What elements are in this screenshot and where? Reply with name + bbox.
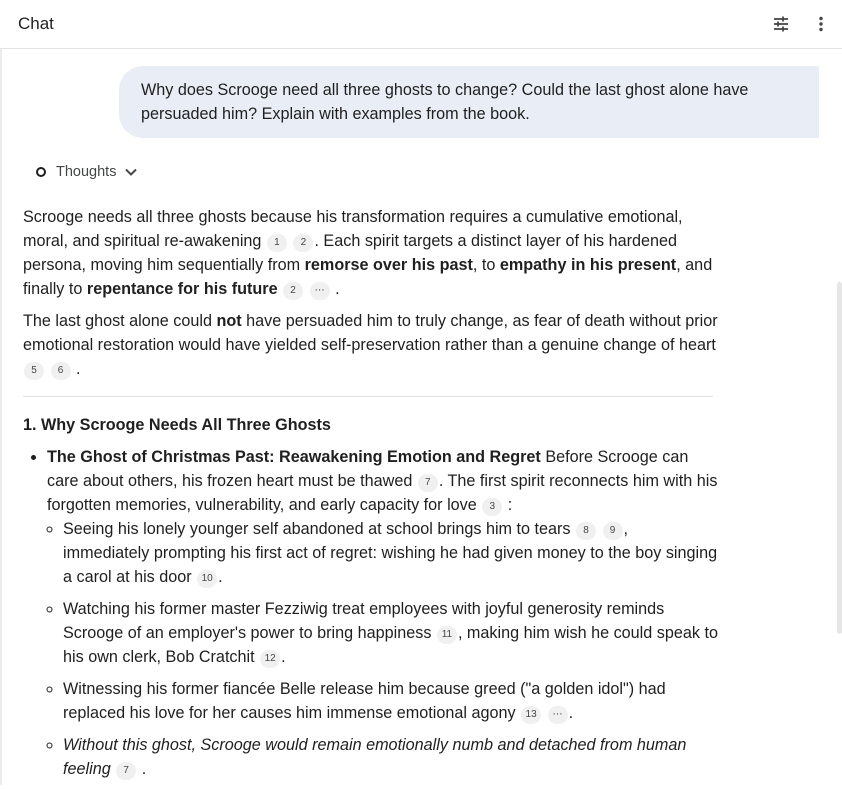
text: , making him wish he could speak to his own clerk, Bob Cratchit: [63, 624, 718, 666]
user-message: Why does Scrooge need all three ghosts to change? Could the last ghost alone have persuaded him? Explain with examples from the book.: [119, 66, 819, 138]
text: . Each spirit targets a distinct layer of his hardened persona, moving him sequentially from: [23, 232, 678, 274]
text: Witnessing his former fiancée Belle release him because greed ("a golden idol") had replaced his love for her causes him immense emotional agony: [63, 680, 666, 722]
citation-chip[interactable]: 8: [576, 522, 596, 540]
more-options-icon[interactable]: [812, 15, 830, 33]
citation-chip[interactable]: 7: [116, 762, 136, 780]
answer-paragraph: [23, 205, 718, 301]
answer-paragraph: [23, 309, 718, 381]
citation-more-chip[interactable]: ⋯: [310, 282, 330, 300]
text: , to: [472, 256, 496, 274]
section-heading: 1. Why Scrooge Needs All Three Ghosts: [23, 416, 331, 434]
thoughts-label: Thoughts: [56, 164, 117, 180]
sub-list: [47, 517, 718, 781]
citation-more-chip[interactable]: ⋯: [548, 706, 568, 724]
citation-chip[interactable]: 13: [521, 706, 541, 724]
citation-chip[interactable]: 9: [603, 522, 623, 540]
text: .: [218, 568, 223, 586]
citation-chip[interactable]: 6: [51, 362, 71, 380]
bold-text: repentance for his future: [86, 280, 278, 298]
text: .: [568, 704, 574, 722]
text: Scrooge needs all three ghosts because his transformation requires a cumulative emotional, moral, and spiritual re-awakening: [23, 208, 683, 250]
text: :: [507, 496, 513, 514]
chat-header: [0, 0, 842, 49]
page-title: Chat: [18, 14, 54, 33]
citation-chip[interactable]: 10: [197, 570, 217, 588]
text: , and finally to: [23, 256, 713, 298]
scrollbar[interactable]: [837, 282, 842, 634]
list-item: [63, 677, 718, 725]
text: . The first spirit reconnects him with his forgotten memories, vulnerability, and early capacity for love: [47, 472, 718, 514]
text: .: [141, 760, 147, 778]
bold-text: The Ghost of Christmas Past: Reawakening Emotion and Regret: [47, 448, 541, 466]
section-divider: [23, 396, 713, 397]
text: Before Scrooge can care about others, his frozen heart must be thawed: [47, 448, 689, 490]
list-item: [63, 597, 718, 669]
text: The last ghost alone could: [23, 312, 212, 330]
tune-icon[interactable]: [772, 15, 790, 33]
bold-text: empathy in his present: [499, 256, 677, 274]
thoughts-indicator-icon: [36, 167, 46, 177]
text: Watching his former master Fezziwig treat employees with joyful generosity reminds Scrooge of an employer's power to bring happiness: [63, 600, 665, 642]
citation-chip[interactable]: 1: [267, 234, 287, 252]
list-item: [63, 517, 718, 589]
citation-chip[interactable]: 5: [24, 362, 44, 380]
text: .: [281, 648, 286, 666]
citation-chip[interactable]: 7: [418, 474, 438, 492]
window-edge: [0, 0, 2, 785]
text: .: [76, 360, 81, 378]
list-item: [47, 445, 718, 781]
citation-chip[interactable]: 2: [283, 282, 303, 300]
citation-chip[interactable]: 12: [260, 650, 280, 668]
bold-text: not: [216, 312, 242, 330]
ghost-list: [23, 445, 718, 781]
bold-text: remorse over his past: [304, 256, 473, 274]
text: Seeing his lonely younger self abandoned at school brings him to tears: [63, 520, 571, 538]
chevron-down-icon: [124, 165, 138, 179]
citation-chip[interactable]: 3: [482, 498, 502, 516]
list-item: [63, 733, 718, 781]
italic-text: Without this ghost, Scrooge would remain emotionally numb and detached from human feeling: [63, 736, 687, 778]
citation-chip[interactable]: 2: [293, 234, 313, 252]
text: have persuaded him to truly change, as fear of death without prior emotional restoration would have yielded self-preservation rather than a genuine change of heart: [23, 312, 718, 354]
citation-chip[interactable]: 11: [437, 626, 457, 644]
model-response: [23, 205, 718, 789]
text: .: [335, 280, 340, 298]
text: , immediately prompting his first act of regret: wishing he had given money to the boy singing a carol at his door: [63, 520, 718, 586]
thoughts-toggle[interactable]: [36, 162, 138, 182]
